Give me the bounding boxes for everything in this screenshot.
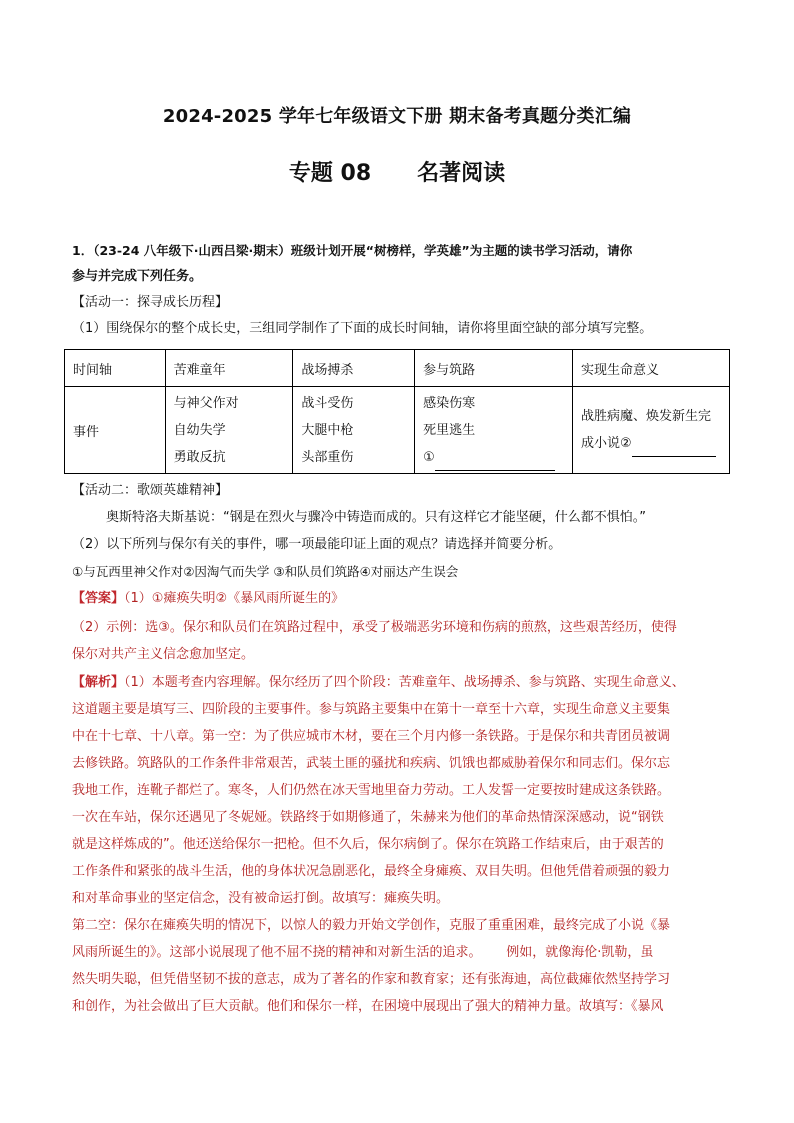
analysis-line: 就是这样炼成的”。他还送给保尔一把枪。但不久后，保尔病倒了。保尔在筑路工作结束后，由于艰苦的 [72,837,664,852]
analysis-label: 【解析】 [72,675,125,690]
cell-battle-events [293,387,415,474]
event-text: 死里逃生 [423,422,476,438]
fill-blank [435,456,555,471]
header-cell-meaning: 实现生命意义 [573,350,730,387]
timeline-header-row [65,350,730,387]
header-cell-timeline: 时间轴 [65,350,166,387]
answer-line-1 [72,590,732,608]
cell-childhood-events [165,387,293,474]
document-title: 2024-2025 学年七年级语文下册 期末备考真题分类汇编 [162,106,632,127]
quote-text: 奥斯特洛夫斯基说：“钢是在烈火与骤冷中铸造而成的。只有这样它才能坚硬，什么都不惧怕。” [106,510,646,525]
blank-marker: ① [423,449,435,465]
analysis-line: 一次在车站，保尔还遇见了冬妮娅。铁路终于如期修通了，朱赫来为他们的革命热情深深感动，说“钢铁 [72,810,664,825]
analysis-line: 工作条件和紧张的战斗生活，他的身体状况急剧恶化，最终全身瘫痪、双目失明。但他凭借着顽强的毅力 [72,864,671,879]
cell-meaning-events [573,387,730,474]
analysis-line: 风雨所诞生的》。这部小说展现了他不屈不挠的精神和对新生活的追求。 例如，就像海伦·凯勒，虽 [72,945,654,960]
growth-timeline-table [64,349,730,474]
event-text: 战斗受伤 [301,395,354,411]
question-stem-line-1: 1．（23-24 八年级下·山西吕梁·期末）班级计划开展“树榜样，学英雄”为主题的读书学习活动，请你 [72,243,633,258]
analysis-line: 和对革命事业的坚定信念，没有被命运打倒。故填写：瘫痪失明。 [72,891,450,906]
answer-text: （1）①瘫痪失明②《暴风雨所诞生的》 [124,591,345,606]
sub-question-2: （2）以下所列与保尔有关的事件，哪一项最能印证上面的观点？请选择并简要分析。 [72,537,562,552]
row-label-events: 事件 [65,387,166,474]
answer-options: ①与瓦西里神父作对②因淘气而失学 ③和队员们筑路④对丽达产生误会 [72,564,459,579]
analysis-line: 中在十七章、十八章。第一空：为了供应城市木材，要在三个月内修一条铁路。于是保尔和共青团员被调 [72,729,671,744]
header-cell-road: 参与筑路 [415,350,573,387]
header-cell-battle: 战场搏杀 [293,350,415,387]
event-text: 头部重伤 [301,449,354,465]
analysis-line: 去修铁路。筑路队的工作条件非常艰苦，武装土匪的骚扰和疾病、饥饿也都威胁着保尔和同志们。保尔忘 [72,756,671,771]
blank-line-2 [581,430,721,457]
analysis-line: 这道题主要是填写三、四阶段的主要事件。参与筑路主要集中在第十一章至十六章，实现生命意义主要集 [72,702,671,717]
event-text: 自幼失学 [173,422,226,438]
answer-line-3: 保尔对共产主义信念愈加坚定。 [72,647,255,662]
question-stem-line-2: 参与并完成下列任务。 [72,269,203,284]
activity-one-heading: 【活动一：探寻成长历程】 [72,295,229,310]
answer-line-2: （2）示例：选③。保尔和队员们在筑路过程中，承受了极端恶劣环境和伤病的煎熬，这些艰苦经历，使得 [72,620,677,635]
analysis-line: 我地工作，连靴子都烂了。寒冬，人们仍然在冰天雪地里奋力劳动。工人发誓一定要按时建成这条铁路。 [72,783,671,798]
activity-two-heading: 【活动二：歌颂英雄精神】 [72,483,229,498]
answer-label: 【答案】 [72,591,125,606]
cell-road-events [415,387,573,474]
blank-line-1 [423,444,564,471]
blank-marker: 成小说② [581,436,632,451]
analysis-text: （1）本题考查内容理解。保尔经历了四个阶段：苦难童年、战场搏杀、参与筑路、实现生命意义、 [124,675,685,690]
event-text: 战胜病魔、焕发新生完 [581,409,712,424]
timeline-events-row [65,387,730,474]
sub-question-1: （1）围绕保尔的整个成长史，三组同学制作了下面的成长时间轴，请你将里面空缺的部分填写完整。 [72,321,653,336]
analysis-line: 和创作，为社会做出了巨大贡献。他们和保尔一样，在困境中展现出了强大的精神力量。故填写：《暴风 [72,999,664,1014]
fill-blank [632,442,716,457]
event-text: 感染伤寒 [423,395,476,411]
analysis-line-1 [72,674,732,692]
event-text: 与神父作对 [173,395,239,411]
header-cell-childhood: 苦难童年 [165,350,293,387]
analysis-line: 第二空：保尔在瘫痪失明的情况下，以惊人的毅力开始文学创作，克服了重重困难，最终完成了小说《暴 [72,918,671,933]
event-text: 勇敢反抗 [173,449,226,465]
analysis-line: 然失明失聪，但凭借坚韧不拔的意志，成为了著名的作家和教育家；还有张海迪，高位截瘫依然坚持学习 [72,972,671,987]
document-subtitle: 专题 08 名著阅读 [288,161,506,186]
event-text: 大腿中枪 [301,422,354,438]
